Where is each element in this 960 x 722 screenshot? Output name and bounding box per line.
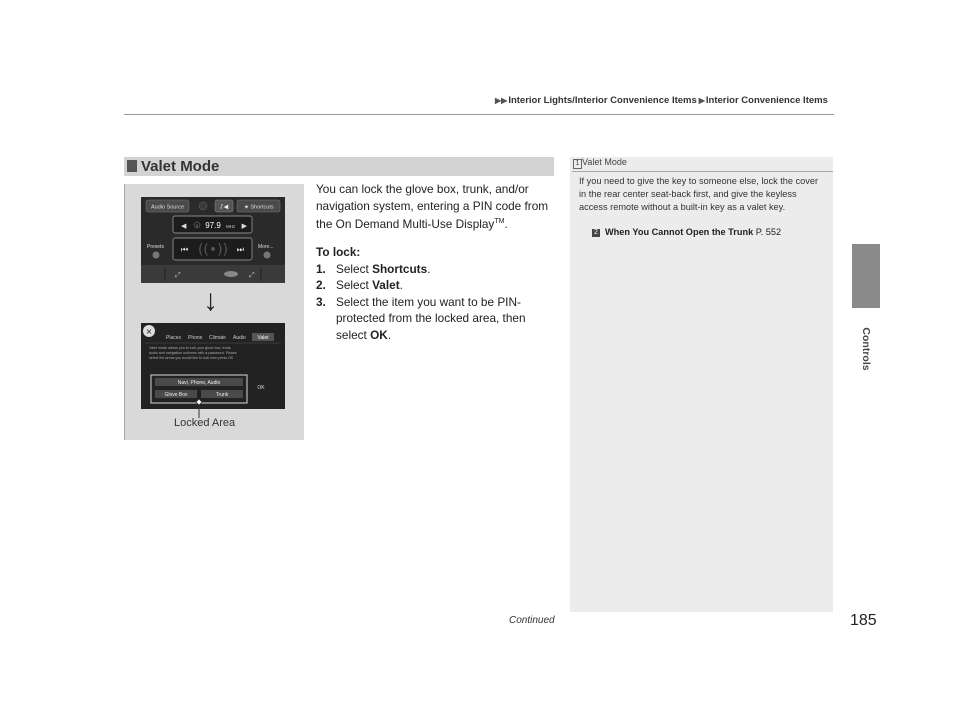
side-tab-label: Controls — [860, 327, 872, 371]
svg-text:1: 1 — [195, 223, 199, 228]
valet-message: Valet mode allows you to lock your glove box, trunk, audio and navigation uniforms with a password. Please select the areas you would like to lock then press OK — [149, 346, 237, 360]
intro-paragraph: You can lock the glove box, trunk, and/or navigation system, entering a PIN code from the On Demand Multi-Use Display™. — [316, 182, 549, 231]
continued-label: Continued — [509, 615, 555, 626]
lock-item-navi: Navi, Phone, Audio — [177, 380, 221, 386]
audio-source-label: Audio Source — [150, 204, 185, 211]
double-arrow-icon: ▶▶ — [495, 96, 508, 105]
breadcrumb-item-1[interactable]: Interior Lights/Interior Convenience Items — [508, 95, 697, 106]
audio-screen-image — [141, 197, 285, 283]
section-square-icon — [127, 160, 137, 172]
svg-text:♪◀: ♪◀ — [219, 203, 229, 211]
arrow-icon: ▶ — [698, 96, 705, 105]
note-panel — [570, 157, 833, 612]
more-label: More... — [258, 244, 274, 250]
header-divider — [124, 114, 834, 115]
breadcrumb-item-2[interactable]: Interior Convenience Items — [705, 95, 828, 106]
note-header — [570, 157, 833, 171]
close-icon: × — [145, 327, 153, 336]
body-text — [316, 181, 556, 343]
link-page: P. 552 — [755, 227, 782, 237]
locked-area-label: Locked Area — [174, 417, 236, 429]
seek-back-icon: ⏮ — [181, 245, 189, 254]
side-tab-marker — [852, 244, 880, 308]
tab-audio: Audio — [233, 335, 246, 341]
cross-reference-link[interactable] — [592, 227, 781, 237]
down-arrow-icon: ↓ — [203, 284, 218, 317]
page-number: 185 — [850, 612, 877, 629]
section-title: Valet Mode — [141, 158, 220, 175]
lock-item-trunk: Trunk — [215, 392, 229, 398]
tab-places: Places — [166, 335, 182, 341]
lock-item-glovebox: Glove Box — [164, 392, 188, 398]
tab-phone: Phone — [188, 335, 203, 341]
link-text: When You Cannot Open the Trunk — [605, 227, 754, 237]
section-header — [124, 157, 554, 176]
step-3: 3. Select the item you want to be PIN-protected from the locked area, then select OK. — [316, 294, 526, 342]
svg-text:((•)): ((•)) — [197, 242, 229, 258]
svg-text:▶: ▶ — [241, 222, 247, 230]
svg-text:◀: ◀ — [181, 222, 187, 230]
note-title: Valet Mode — [582, 157, 627, 167]
svg-text:MHz: MHz — [226, 224, 236, 229]
reference-arrow-icon: 2 — [592, 229, 600, 237]
valet-screen-image — [141, 323, 285, 409]
note-divider — [572, 171, 833, 172]
side-tab[interactable] — [852, 314, 880, 384]
svg-text:⤢: ⤢ — [249, 271, 255, 279]
note-icon: 1 — [573, 159, 582, 169]
to-lock-heading: To lock: — [316, 245, 361, 260]
seek-forward-icon: ⏭ — [236, 245, 244, 254]
svg-text:⤢: ⤢ — [175, 271, 181, 279]
ok-label: OK — [257, 385, 265, 391]
step-2: 2. Select Valet. — [316, 278, 403, 293]
frequency-readout: 97.9 — [205, 221, 221, 230]
shortcuts-label: Shortcuts — [250, 204, 274, 211]
note-text: If you need to give the key to someone else, lock the cover in the rear center seat-back first, and give the keyless access remote without a built-in key as a valet key. — [579, 176, 819, 212]
presets-label: Presets — [147, 244, 164, 250]
breadcrumb — [495, 95, 828, 106]
tab-valet: Valet — [257, 335, 269, 341]
star-icon: ★ — [244, 204, 249, 211]
tab-climate: Climate — [209, 335, 226, 341]
step-1: 1. Select Shortcuts. — [316, 261, 431, 276]
